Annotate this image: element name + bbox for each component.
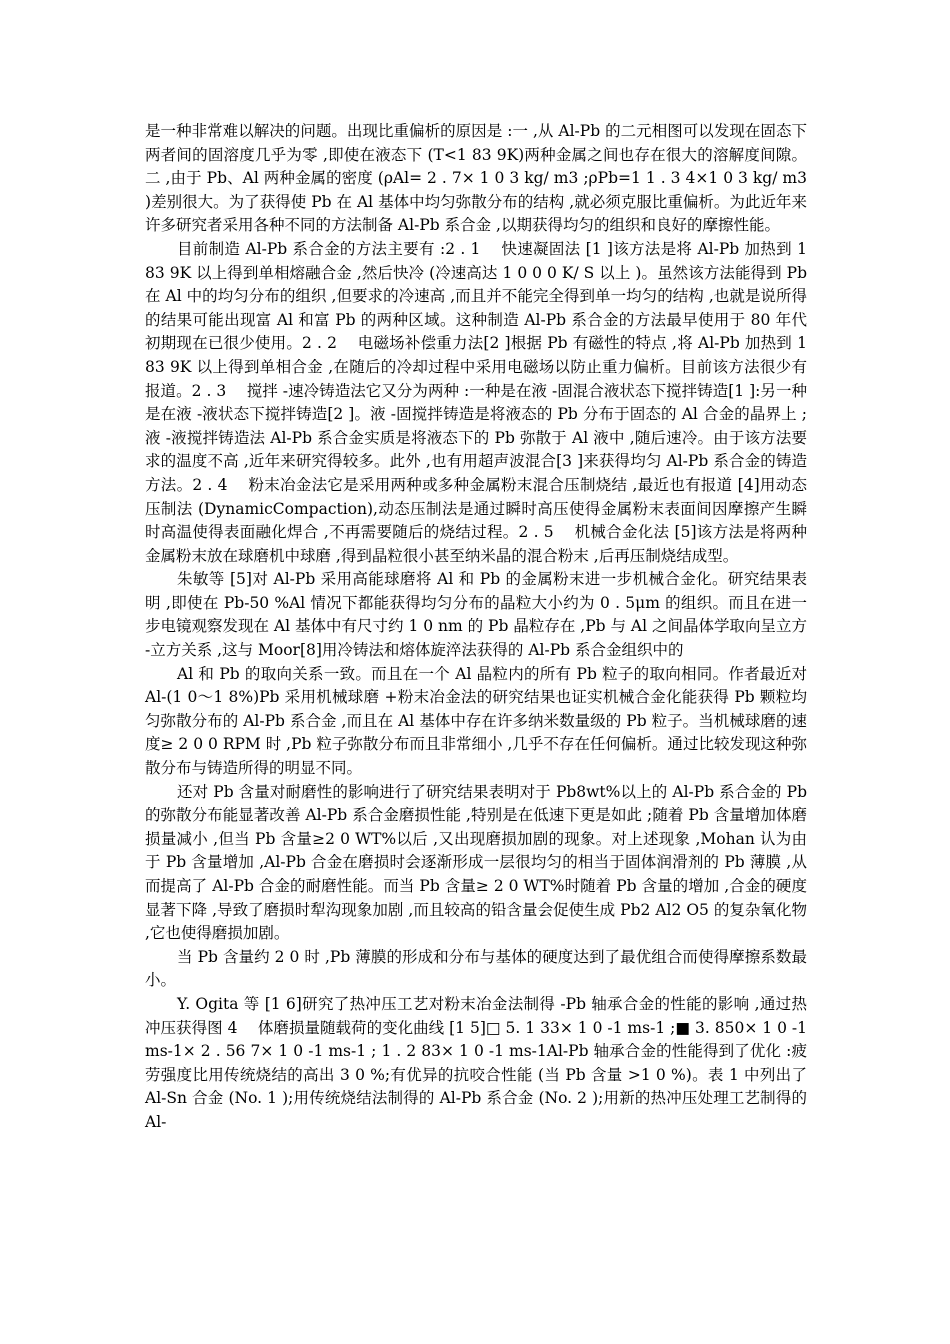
paragraph-3: 朱敏等 [5]对 Al-Pb 采用高能球磨将 Al 和 Pb 的金属粉末进一步机械合金化。研究结果表明 ,即使在 Pb-50 %Al 情况下都能获得均匀分布的晶粒大小约为 0 . 5μm 的组织。而且在进一步电镜观察发现在 Al 基体中有尺寸约 1 0 nm 的 Pb 晶粒存在 ,Pb 与 Al 之间晶体学取向呈立方 -立方关系 ,这与 Moor[8]用冷铸法和熔体旋淬法获得的 Al-Pb 系合金组织中的 (145, 570, 807, 660)
paragraph-5: 还对 Pb 含量对耐磨性的影响进行了研究结果表明对于 Pb8wt%以上的 Al-Pb 系合金的 Pb 的弥散分布能显著改善 Al-Pb 系合金磨损性能 ,特别是在低速下更是如此 ;随着 Pb 含量增加体磨损量减小 ,但当 Pb 含量≥2 0 WT%以后 ,又出现磨损加剧的现象。对上述现象 ,Mohan 认为由于 Pb 含量增加 ,Al-Pb 合金在磨损时会逐渐形成一层很均匀的相当于固体润滑剂的 Pb 薄膜 ,从而提高了 Al-Pb 合金的耐磨性能。而当 Pb 含量≥ 2 0 WT%时随着 Pb 含量的增加 ,合金的硬度显著下降 ,导致了磨损时犁沟现象加剧 ,而且较高的铅含量会促使生成 Pb2 Al2 O5 的复杂氧化物 ,它也使得磨损加剧。 (145, 782, 807, 943)
paragraph-4: Al 和 Pb 的取向关系一致。而且在一个 Al 晶粒内的所有 Pb 粒子的取向相同。作者最近对 Al-(1 0～1 8%)Pb 采用机械球磨 +粉末冶金法的研究结果也证实机械合金化能获得 Pb 颗粒均匀弥散分布的 Al-Pb 系合金 ,而且在 Al 基体中存在许多纳米数量级的 Pb 粒子。当机械球磨的速度≥ 2 0 0 RPM 时 ,Pb 粒子弥散分布而且非常细小 ,几乎不存在任何偏析。通过比较发现这种弥散分布与铸造所得的明显不同。 (145, 664, 807, 778)
paragraph-2: 目前制造 Al-Pb 系合金的方法主要有 :2 . 1 快速凝固法 [1 ]该方法是将 Al-Pb 加热到 1 83 9K 以上得到单相熔融合金 ,然后快冷 (冷速高达 1 0 0 0 K/ S 以上 )。虽然该方法能得到 Pb 在 Al 中的均匀分布的组织 ,但要求的冷速高 ,而且并不能完全得到单一均匀的结构 ,也就是说所得的结果可能出现富 Al 和富 Pb 的两种区域。这种制造 Al-Pb 系合金的方法最早使用于 80 年代初期现在已很少使用。2 . 2 电磁场补偿重力法[2 ]根据 Pb 有磁性的特点 ,将 Al-Pb 加热到 1 83 9K 以上得到单相合金 ,在随后的冷却过程中采用电磁场以防止重力偏析。目前该方法很少有报道。2 . 3 搅拌 -速冷铸造法它又分为两种 :一种是在液 -固混合液状态下搅拌铸造[1 ]:另一种是在液 -液状态下搅拌铸造[2 ]。液 -固搅拌铸造是将液态的 Pb 分布于固态的 Al 合金的晶界上 ;液 -液搅拌铸造法 Al-Pb 系合金实质是将液态下的 Pb 弥散于 Al 液中 ,随后速冷。由于该方法要求的温度不高 ,近年来研究得较多。此外 ,也有用超声波混合[3 ]来获得均匀 Al-Pb 系合金的铸造方法。2 . 4 粉末冶金法它是采用两种或多种金属粉末混合压制烧结 ,最近也有报道 [4]用动态压制法 (DynamicCompaction),动态压制法是通过瞬时高压使得金属粉末表面间因摩擦产生瞬时高温使得表面融化焊合 ,不再需要随后的烧结过程。2 . 5 机械合金化法 [5]该方法是将两种金属粉末放在球磨机中球磨 ,得到晶粒很小甚至纳米晶的混合粉末 ,后再压制烧结成型。 (145, 239, 807, 565)
paragraph-1: 是一种非常难以解决的问题。出现比重偏析的原因是 :一 ,从 Al-Pb 的二元相图可以发现在固态下两者间的固溶度几乎为零 ,即使在液态下 (T<1 83 9K)两种金属之间也存在很大的溶解度间隙。二 ,由于 Pb、Al 两种金属的密度 (ρAl= 2 . 7× 1 0 3 kg/ m3 ;ρPb=1 1 . 3 4×1 0 3 kg/ m3 )差别很大。为了获得使 Pb 在 Al 基体中均匀弥散分布的结构 ,就必须克服比重偏析。为此近年来许多研究者采用各种不同的方法制备 Al-Pb 系合金 ,以期获得均匀的组织和良好的摩擦性能。 (145, 122, 807, 235)
document-page (145, 120, 807, 1135)
paragraph-7: Y. Ogita 等 [1 6]研究了热冲压工艺对粉末冶金法制得 -Pb 轴承合金的性能的影响 ,通过热冲压获得图 4 体磨损量随载荷的变化曲线 [1 5]□ 5. 1 33× 1 0 -1 ms-1 ;■ 3. 850× 1 0 -1 ms-1× 2 . 56 7× 1 0 -1 ms-1 ; 1 . 2 83× 1 0 -1 ms-1Al-Pb 轴承合金的性能得到了优化 :疲劳强度比用传统烧结的高出 3 0 %;有优异的抗咬合性能 (当 Pb 含量 >1 0 %)。表 1 中列出了 Al-Sn 合金 (No. 1 );用传统烧结法制得的 Al-Pb 系合金 (No. 2 );用新的热冲压处理工艺制得的 Al- (145, 994, 807, 1131)
paragraph-6: 当 Pb 含量约 2 0 时 ,Pb 薄膜的形成和分布与基体的硬度达到了最优组合而使得摩擦系数最小。 (145, 947, 807, 990)
